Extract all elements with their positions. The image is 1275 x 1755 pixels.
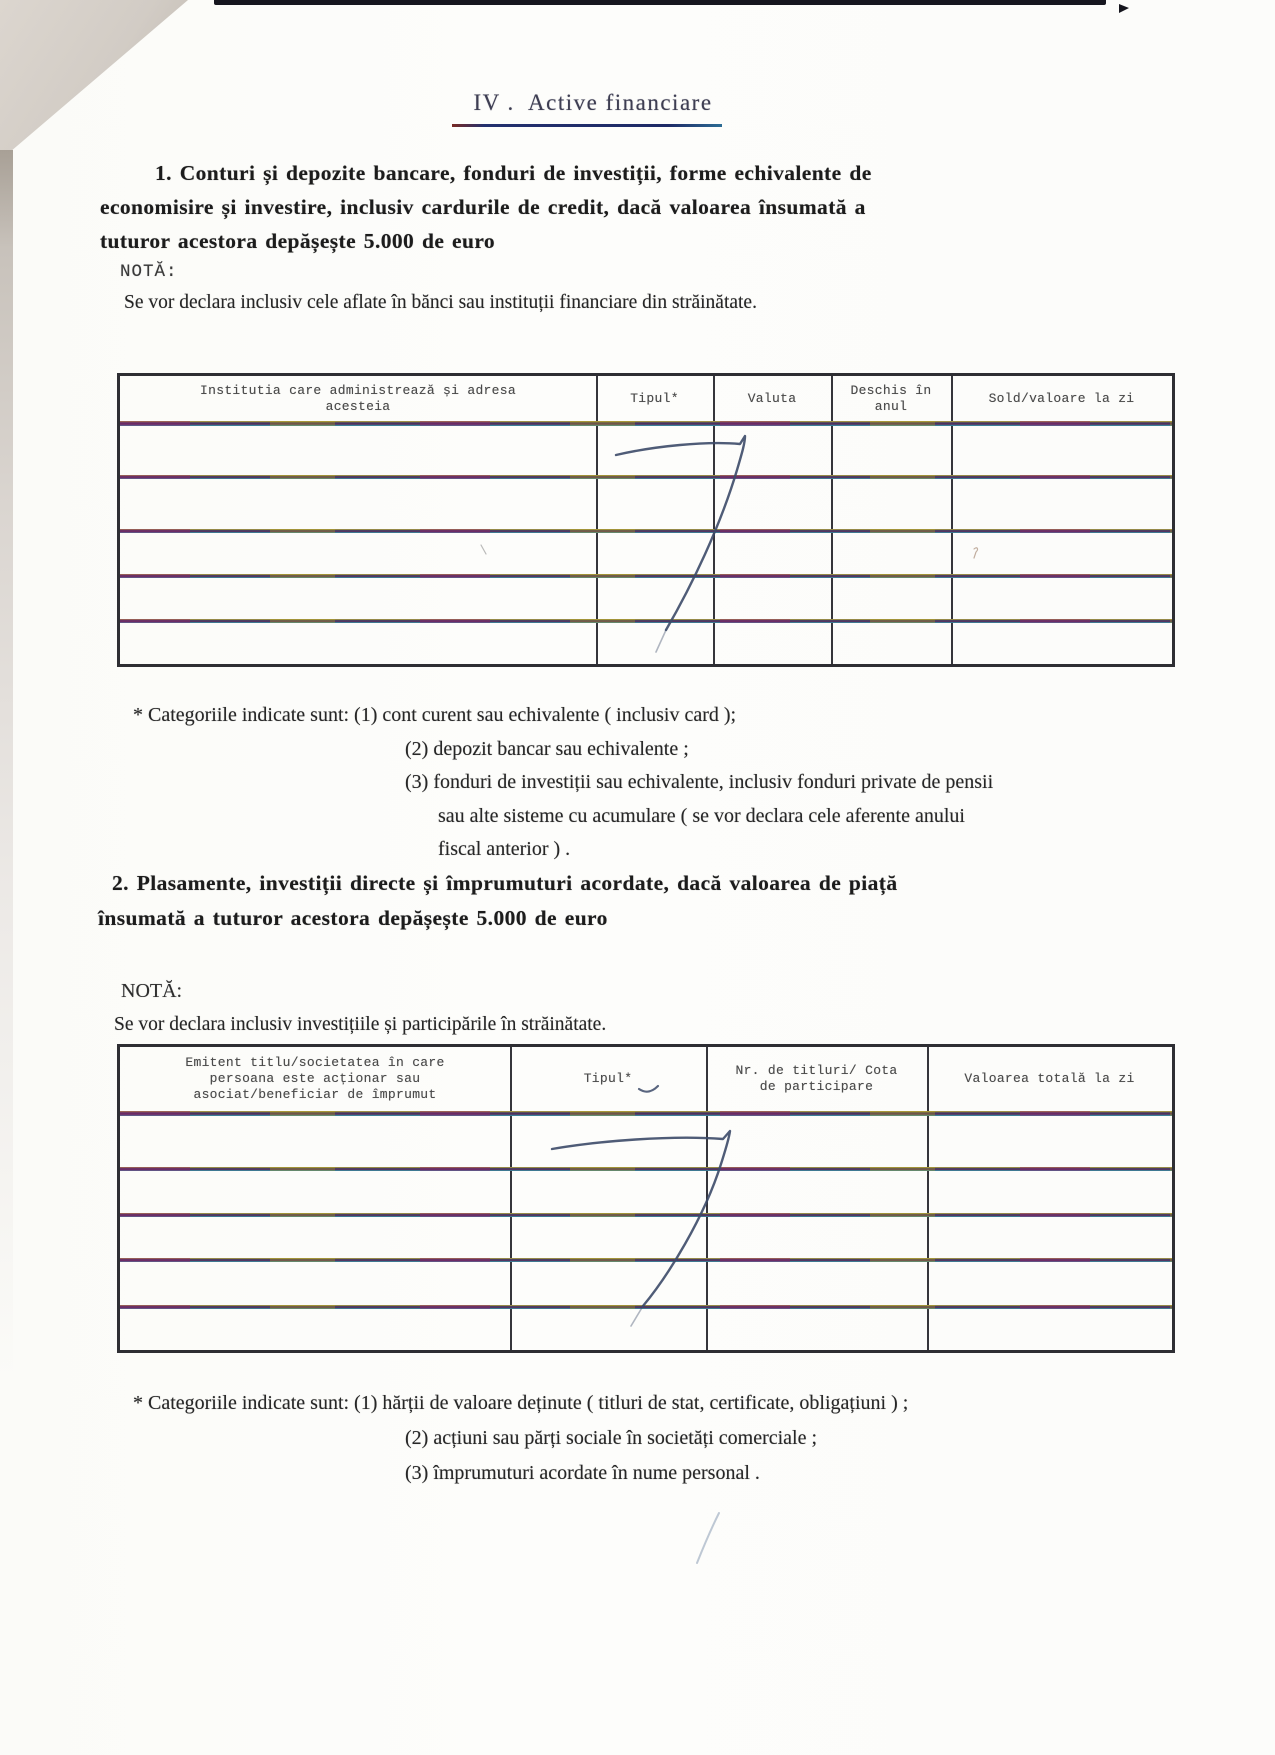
investments-table (117, 1044, 1175, 1353)
footnote-line: * Categoriile indicate sunt: (1) cont curent sau echivalente ( inclusiv card ); (133, 704, 737, 726)
table-row (120, 533, 1172, 574)
faint-slash-mark (697, 1513, 719, 1563)
heading-line: însumată a tuturor acestora depășește 5.000 de euro (98, 906, 608, 930)
footnote-line: sau alte sisteme cu acumulare ( se vor declara cele aferente anului (438, 804, 965, 827)
column-header-currency: Valuta (747, 390, 797, 406)
table-row (120, 1116, 1172, 1167)
column-header-type: Tipul* (583, 1071, 633, 1086)
table-row (120, 1171, 1172, 1213)
table-row (120, 1262, 1172, 1305)
footnote-line: (3) fonduri de investiții sau echivalente, inclusiv fonduri private de pensii (405, 771, 994, 793)
footnote-categories-2 (133, 1386, 1193, 1491)
title-underline (452, 124, 722, 127)
note-text: Se vor declara inclusiv cele aflate în bănci sau instituții financiare din străinătate. (124, 292, 757, 313)
column-header-opened-year: Deschis în anul (850, 382, 932, 414)
note-label: NOTĂ: (121, 980, 183, 1002)
footnote-line: (2) depozit bancar sau echivalente ; (405, 737, 689, 760)
table-row (120, 578, 1172, 619)
table-row (120, 1309, 1172, 1350)
investments-table-header-row (120, 1047, 1172, 1111)
footnote-categories-1 (133, 699, 1133, 867)
heading-line: economisire și investire, inclusiv cardurile de credit, dacă valoarea însumată a (100, 195, 866, 219)
note-text: Se vor declara inclusiv investițiile și participările în străinătate. (114, 1014, 607, 1035)
top-right-ink-speck (1119, 4, 1129, 13)
table-row (120, 479, 1172, 529)
footnote-line: (2) acțiuni sau părți sociale în societăți comerciale ; (405, 1427, 818, 1449)
column-header-balance: Sold/valoare la zi (988, 390, 1135, 406)
footnote-line: (3) împrumuturi acordate în nume personal . (405, 1462, 760, 1484)
section-2-heading (98, 866, 1098, 936)
page-title: IV . Active financiare (473, 90, 713, 115)
accounts-table (117, 373, 1175, 667)
heading-line: tuturor acestora depășește 5.000 de euro (100, 229, 496, 253)
heading-line: 1. Conturi și depozite bancare, fonduri de investiții, forme echivalente de (155, 161, 872, 185)
left-edge-shadow-artifact (0, 150, 13, 1380)
column-header-issuer: Emitent titlu/societatea în care persoana este acționar sau asociat/beneficiar de împrumut (185, 1055, 445, 1102)
column-header-total-value: Valoarea totală la zi (964, 1071, 1135, 1086)
accounts-table-header-row (120, 376, 1172, 421)
column-header-institution: Institutia care administrează și adresa acesteia (200, 382, 516, 414)
table-row (120, 623, 1172, 664)
heading-line: 2. Plasamente, investiții directe și împrumuturi acordate, dacă valoarea de piață (112, 871, 898, 895)
footnote-line: fiscal anterior ) . (438, 838, 571, 860)
note-label: NOTĂ: (120, 262, 178, 282)
table-row (120, 1217, 1172, 1258)
section-1-heading (100, 156, 1080, 258)
footnote-line: * Categoriile indicate sunt: (1) hărții de valoare deținute ( titluri de stat, certificate, obligațiuni ) ; (133, 1392, 909, 1414)
column-header-titles-share: Nr. de titluri/ Cota de participare (735, 1063, 898, 1094)
table-row (120, 426, 1172, 475)
column-header-type: Tipul* (630, 390, 679, 406)
